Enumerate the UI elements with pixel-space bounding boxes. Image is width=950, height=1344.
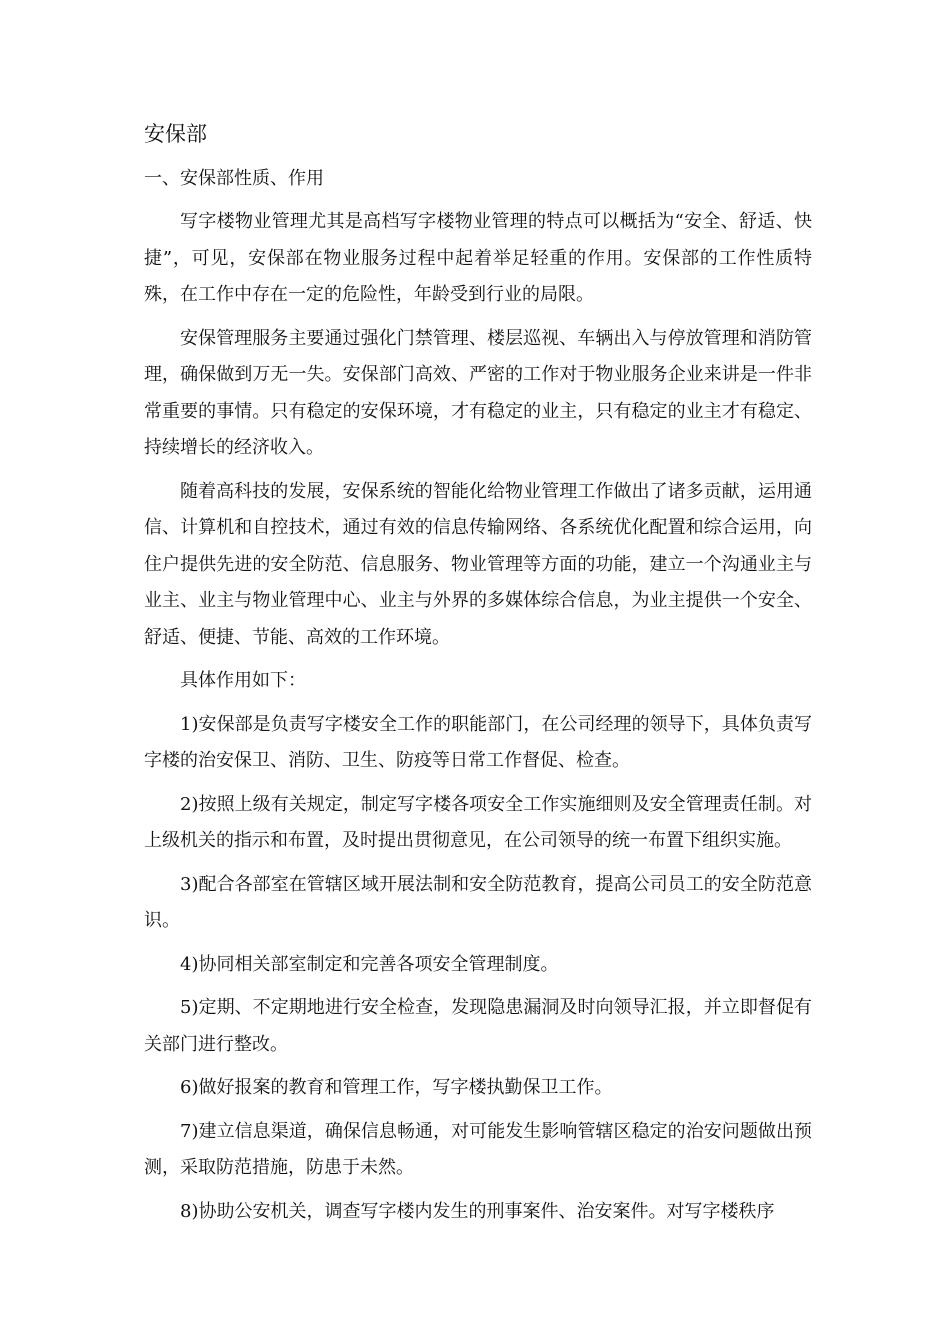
- paragraph-services: 安保管理服务主要通过强化门禁管理、楼层巡视、车辆出入与停放管理和消防管理，确保做到万无一失。安保部门高效、严密的工作对于物业服务企业来讲是一件非常重要的事情。只有稳定的安保环境，才有稳定的业主，只有稳定的业主才有稳定、持续增长的经济收入。: [144, 327, 812, 458]
- document-body: [144, 116, 812, 1237]
- paragraph-technology: 随着高科技的发展，安保系统的智能化给物业管理工作做出了诸多贡献，运用通信、计算机和自控技术，通过有效的信息传输网络、各系统优化配置和综合运用，向住户提供先进的安全防范、信息服务、物业管理等方面的功能，建立一个沟通业主与业主、业主与物业管理中心、业主与外界的多媒体综合信息，为业主提供一个安全、舒适、便捷、节能、高效的工作环境。: [144, 480, 812, 648]
- list-item: 5)定期、不定期地进行安全检查，发现隐患漏洞及时向领导汇报，并立即督促有关部门进行整改。: [144, 997, 812, 1055]
- list-item: 4)协同相关部室制定和完善各项安全管理制度。: [180, 953, 559, 975]
- list-item: 8)协助公安机关，调查写字楼内发生的刑事案件、治安案件。对写字楼秩序: [180, 1200, 775, 1222]
- list-item: 1)安保部是负责写字楼安全工作的职能部门，在公司经理的领导下，具体负责写字楼的治安保卫、消防、卫生、防疫等日常工作督促、检查。: [144, 713, 812, 771]
- section-heading: 一、安保部性质、作用: [144, 168, 324, 189]
- page-title: 安保部: [144, 122, 207, 146]
- list-item: 3)配合各部室在管辖区域开展法制和安全防范教育，提高公司员工的安全防范意识。: [144, 873, 812, 931]
- paragraph-nature: 写字楼物业管理尤其是高档写字楼物业管理的特点可以概括为“安全、舒适、快捷”，可见，安保部在物业服务过程中起着举足轻重的作用。安保部的工作性质特殊，在工作中存在一定的危险性，年龄受到行业的局限。: [144, 211, 812, 305]
- list-item: 6)做好报案的教育和管理工作，写字楼执勤保卫工作。: [180, 1077, 613, 1098]
- list-item: 2)按照上级有关规定，制定写字楼各项安全工作实施细则及安全管理责任制。对上级机关的指示和布置，及时提出贯彻意见，在公司领导的统一布置下组织实施。: [144, 793, 812, 851]
- list-item: 7)建立信息渠道，确保信息畅通，对可能发生影响管辖区稳定的治安问题做出预测，采取防范措施，防患于未然。: [144, 1120, 812, 1178]
- paragraph-functions-intro: 具体作用如下：: [180, 670, 306, 691]
